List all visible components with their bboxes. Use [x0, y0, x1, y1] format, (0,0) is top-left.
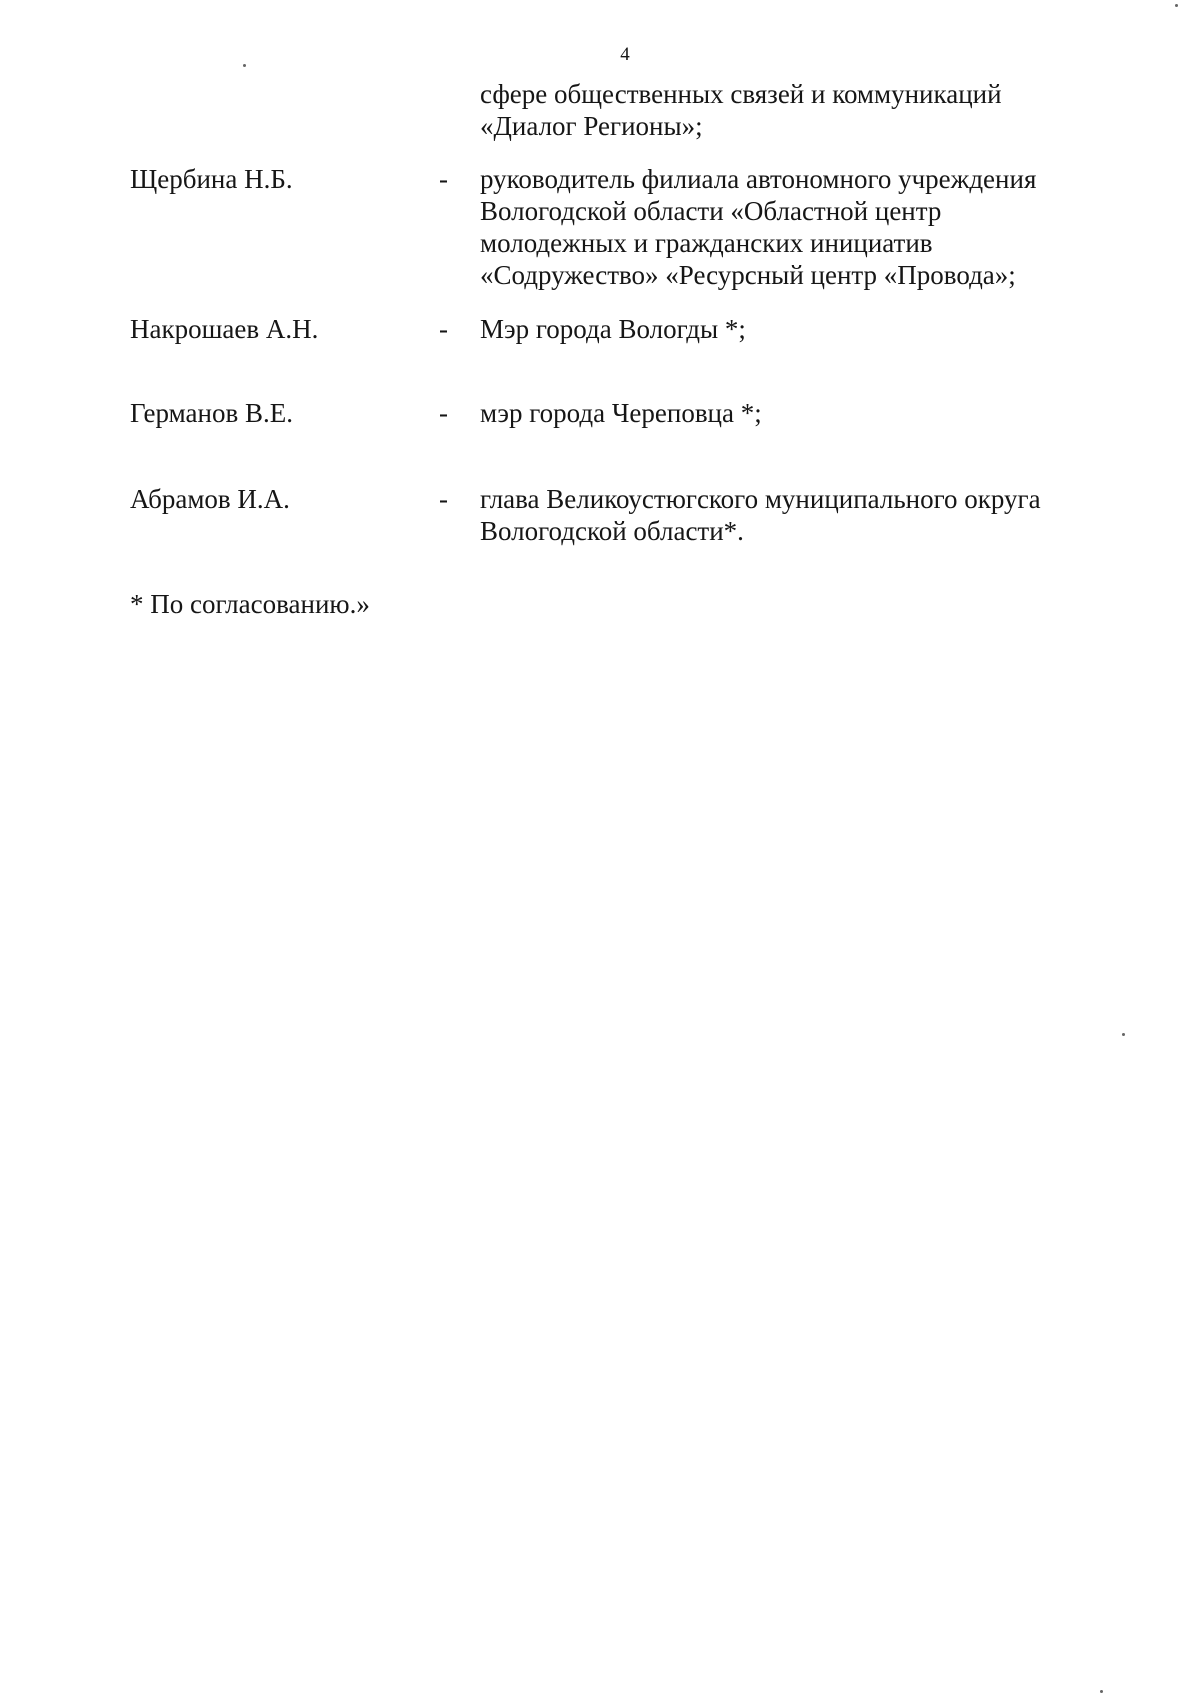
continuation-text	[480, 78, 1120, 142]
dash-separator: -	[439, 398, 448, 428]
text-line: глава Великоустюгского муниципального округа	[480, 484, 1041, 514]
member-name: Абрамов И.А.	[130, 484, 290, 514]
page-number: 4	[620, 44, 630, 65]
text-line: «Содружество» «Ресурсный центр «Провода»;	[480, 260, 1016, 290]
text-line: «Диалог Регионы»;	[480, 111, 703, 141]
member-role	[480, 313, 1120, 345]
member-role	[480, 163, 1120, 291]
text-line: сфере общественных связей и коммуникаций	[480, 79, 1002, 109]
member-name: Накрошаев А.Н.	[130, 314, 319, 344]
dash-separator: -	[439, 484, 448, 514]
footnote: * По согласованию.»	[130, 589, 370, 619]
scan-speck	[1175, 4, 1178, 7]
text-line: молодежных и гражданских инициатив	[480, 228, 933, 258]
text-line: Вологодской области «Областной центр	[480, 196, 942, 226]
text-line: руководитель филиала автономного учреждения	[480, 164, 1037, 194]
scan-speck	[1100, 1690, 1103, 1693]
text-line: Вологодской области*.	[480, 516, 744, 546]
member-role	[480, 483, 1120, 547]
text-line: мэр города Череповца *;	[480, 398, 762, 428]
scan-speck	[1122, 1033, 1125, 1036]
member-name: Германов В.Е.	[130, 398, 293, 428]
text-line: Мэр города Вологды *;	[480, 314, 746, 344]
member-role	[480, 397, 1120, 429]
dash-separator: -	[439, 314, 448, 344]
member-name: Щербина Н.Б.	[130, 164, 293, 194]
dash-separator: -	[439, 164, 448, 194]
scan-speck	[243, 64, 246, 67]
